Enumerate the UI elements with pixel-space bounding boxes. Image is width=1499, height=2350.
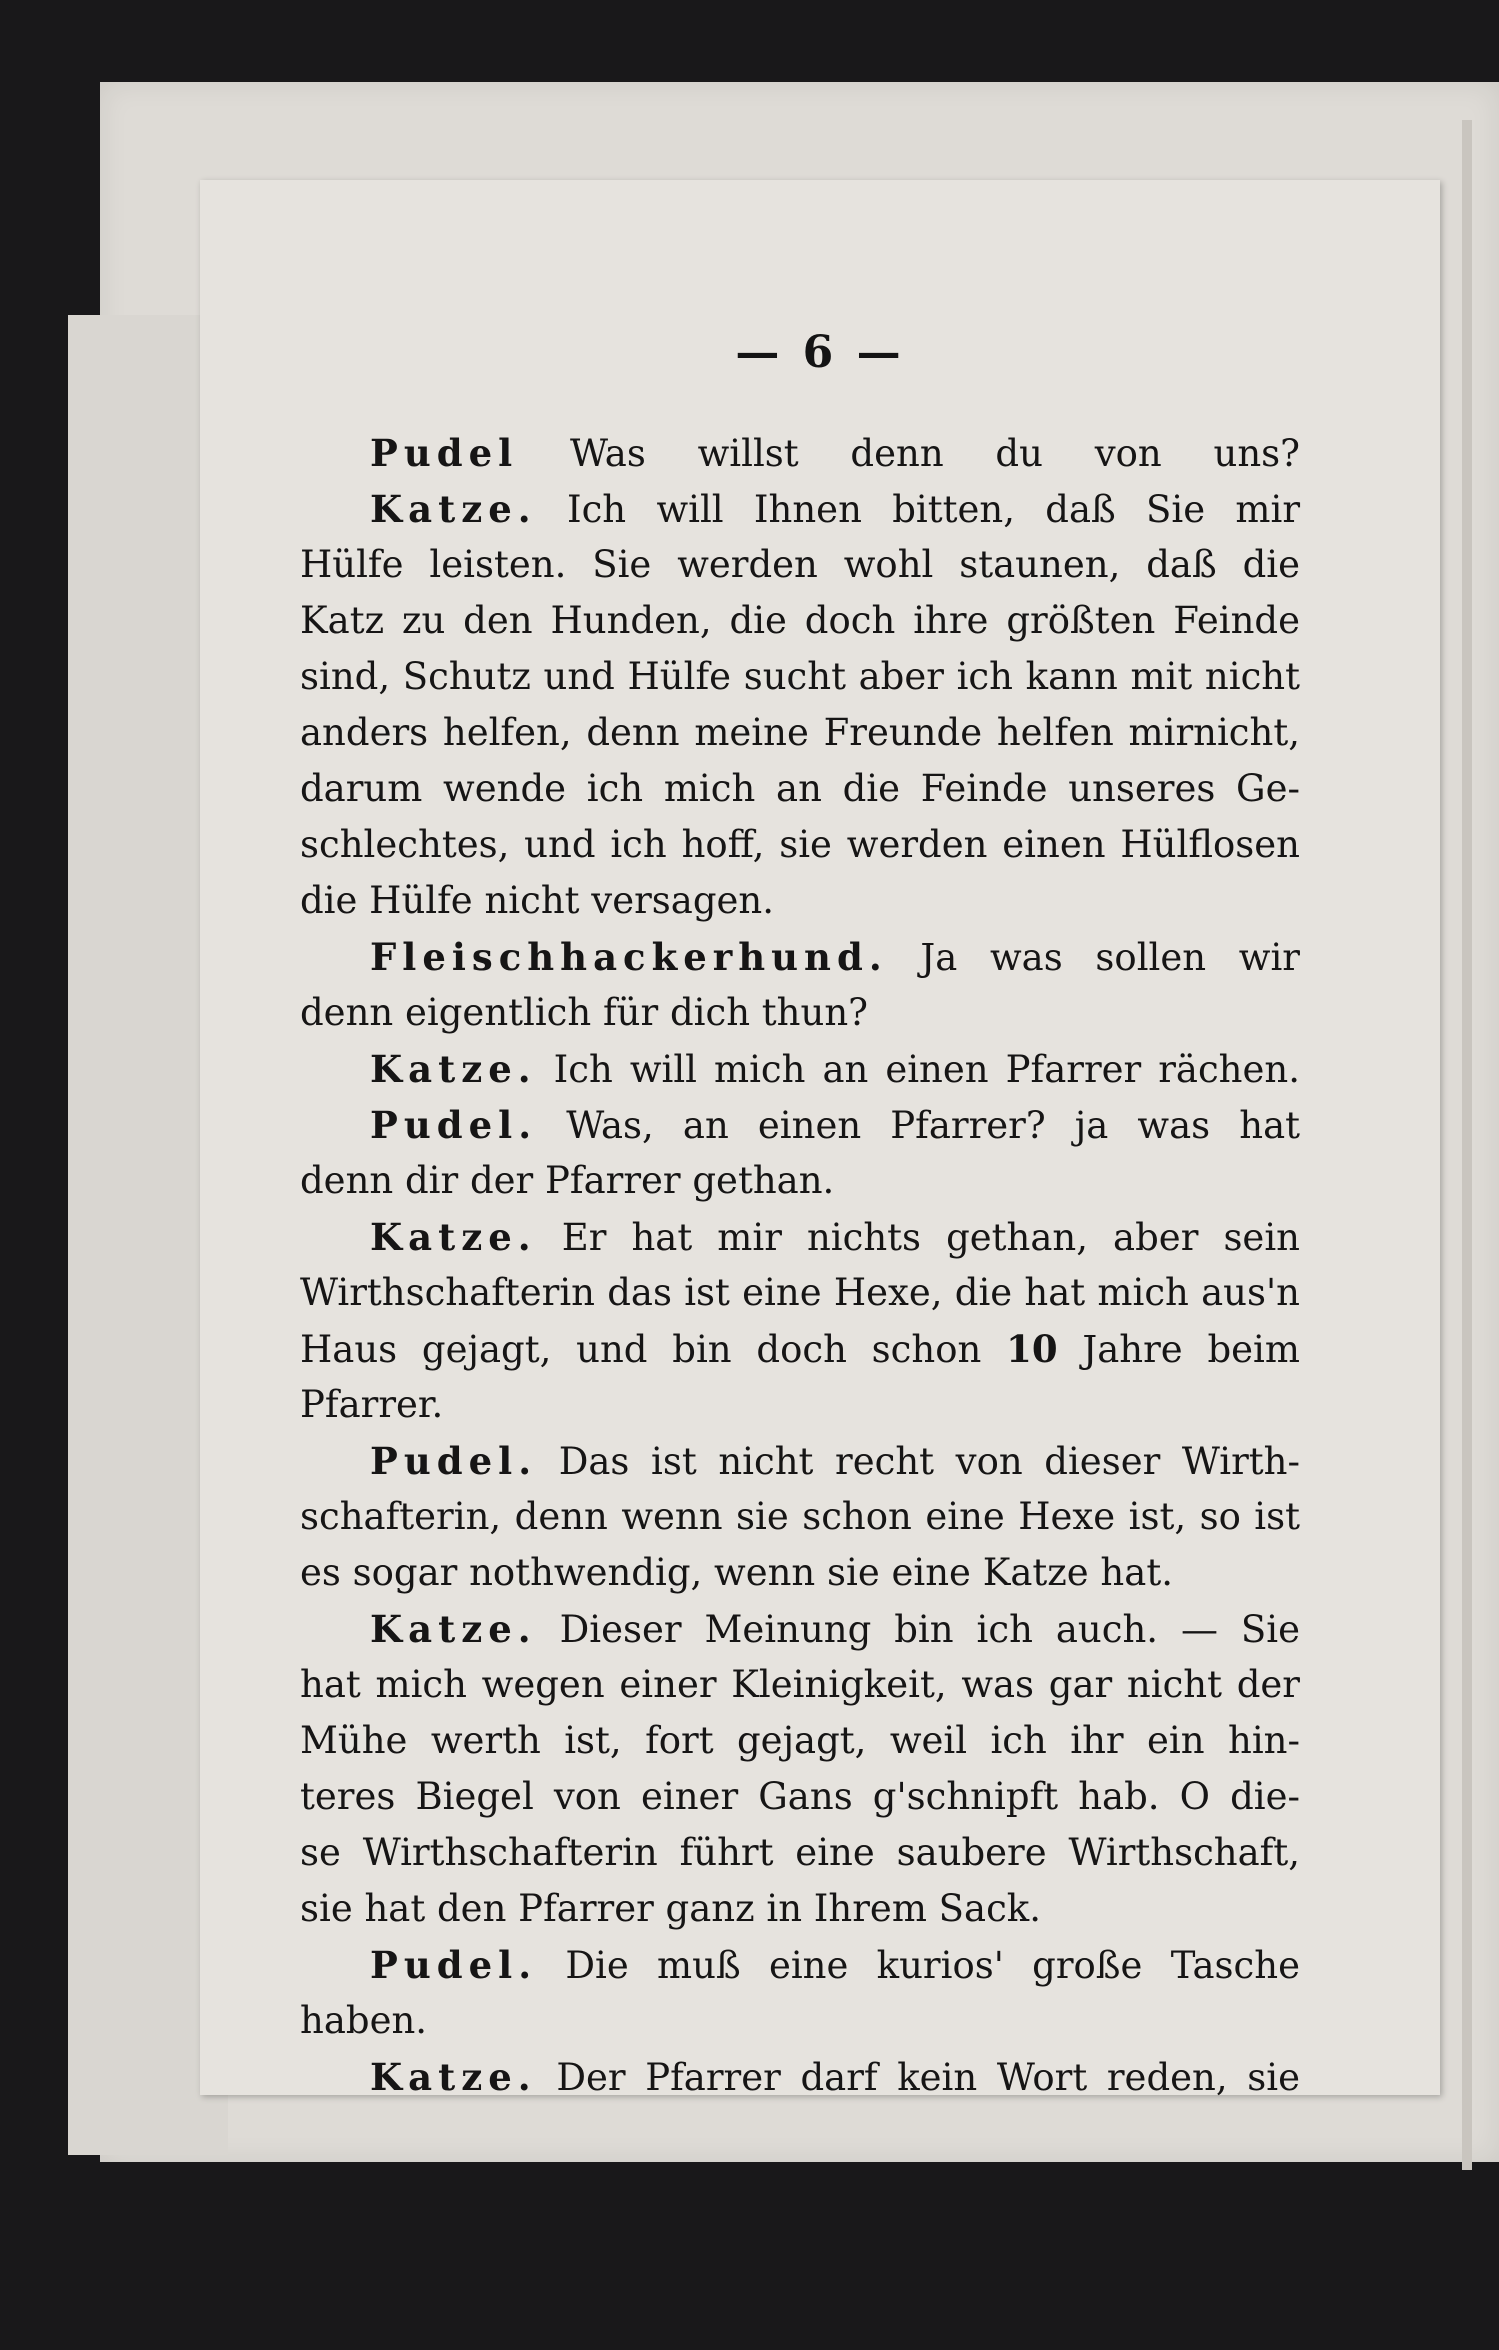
line-text: Was willst denn du von uns?: [569, 432, 1300, 475]
text-line: Mühe werth ist, fort gejagt, weil ich ihr ein hin-: [300, 1719, 1300, 1762]
text-line: schlechtes, und ich hoff, sie werden einen Hülflosen: [300, 823, 1300, 866]
text-line: anders helfen, denn meine Freunde helfen mirnicht,: [300, 711, 1300, 754]
speaker-name: Katze.: [370, 487, 537, 531]
line-text: Ich will mich an einen Pfarrer rächen.: [553, 1048, 1300, 1091]
line-text: Er hat mir nichts gethan, aber sein: [561, 1216, 1300, 1259]
text-line: Hülfe leisten. Sie werden wohl staunen, daß die: [300, 543, 1300, 586]
text-line: die Hülfe nicht versagen.: [300, 879, 775, 922]
paper-edge: [1462, 120, 1472, 2170]
line-text: Was, an einen Pfarrer? ja was hat: [566, 1104, 1300, 1147]
line-text: Jahre beim: [1082, 1328, 1300, 1371]
page-number: — 6 —: [735, 327, 905, 378]
text-line: sind, Schutz und Hülfe sucht aber ich kann mit nicht: [300, 655, 1300, 698]
text-line: es sogar nothwendig, wenn sie eine Katze hat.: [300, 1551, 1173, 1594]
text-line: denn dir der Pfarrer gethan.: [300, 1159, 835, 1202]
text-line: [300, 929, 1300, 985]
speaker-name: Katze.: [370, 1047, 537, 1091]
text-line: teres Biegel von einer Gans g'schnipft hab. O die-: [300, 1775, 1300, 1818]
speaker-name: Katze.: [370, 1215, 537, 1259]
text-line: [300, 1937, 1300, 1993]
page-text: [300, 425, 1300, 2105]
book-page: [200, 180, 1440, 2099]
line-text: Das ist nicht recht von dieser Wirth-: [558, 1440, 1300, 1483]
text-line: Pfarrer.: [300, 1383, 444, 1426]
text-line: hat mich wegen einer Kleinigkeit, was gar nicht der: [300, 1663, 1300, 1706]
text-line: [300, 1601, 1300, 1657]
text-line: [300, 2049, 1300, 2105]
text-line: [300, 1433, 1300, 1489]
speaker-name: Katze.: [370, 2055, 537, 2099]
speaker-name: Pudel: [370, 431, 519, 475]
text-line: schafterin, denn wenn sie schon eine Hexe ist, so ist: [300, 1495, 1300, 1538]
line-text: Ja was sollen wir: [920, 936, 1300, 979]
text-line: denn eigentlich für dich thun?: [300, 991, 868, 1034]
line-text: Haus gejagt, und bin doch schon: [300, 1328, 982, 1371]
line-text: Der Pfarrer darf kein Wort reden, sie: [556, 2056, 1300, 2099]
text-line: [300, 1321, 1300, 1377]
text-line: darum wende ich mich an die Feinde unseres Ge-: [300, 767, 1300, 810]
text-line: [300, 425, 1300, 481]
line-text: Ich will Ihnen bitten, daß Sie mir: [566, 488, 1301, 531]
speaker-name: Pudel.: [370, 1439, 538, 1483]
text-line: [300, 1097, 1300, 1153]
speaker-name: Pudel.: [370, 1943, 538, 1987]
text-line: sie hat den Pfarrer ganz in Ihrem Sack.: [300, 1887, 1041, 1930]
text-line: haben.: [300, 1999, 428, 2042]
text-line: [300, 1041, 1300, 1097]
speaker-name: Fleischhackerhund.: [370, 935, 888, 979]
line-text: Die muß eine kurios' große Tasche: [565, 1944, 1300, 1987]
text-line: Wirthschafterin das ist eine Hexe, die hat mich aus'n: [300, 1271, 1300, 1314]
text-line: Katz zu den Hunden, die doch ihre größten Feinde: [300, 599, 1300, 642]
text-line: se Wirthschafterin führt eine saubere Wirthschaft,: [300, 1831, 1300, 1874]
text-line: [300, 1209, 1300, 1265]
line-text: Dieser Meinung bin ich auch. — Sie: [559, 1608, 1301, 1651]
speaker-name: Pudel.: [370, 1103, 538, 1147]
text-line: [300, 481, 1300, 537]
speaker-name: Katze.: [370, 1607, 537, 1651]
number-value: 10: [1006, 1327, 1058, 1371]
